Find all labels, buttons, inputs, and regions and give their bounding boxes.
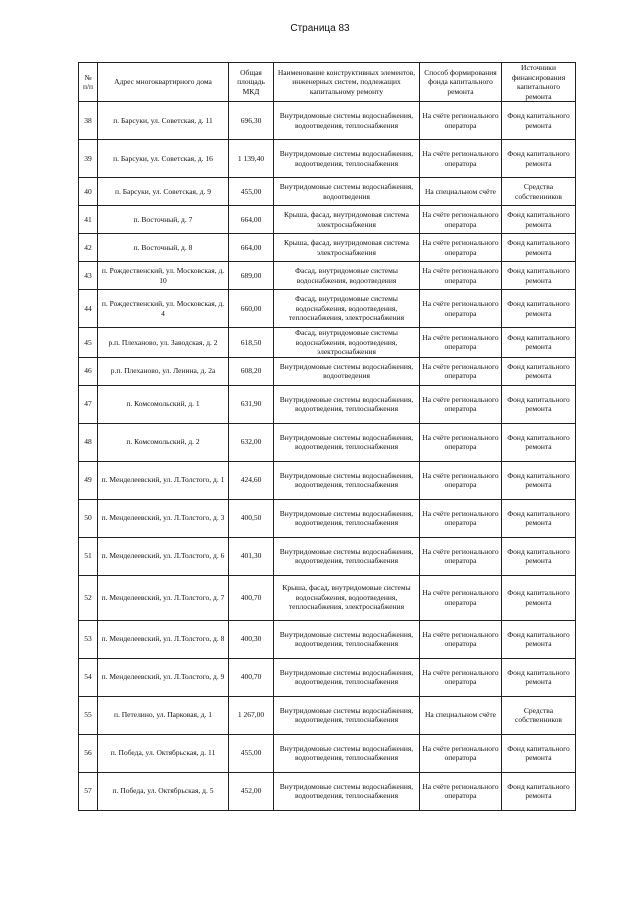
cell-method: На счёте регионального оператора bbox=[420, 734, 502, 772]
cell-elements: Внутридомовые системы водоснабжения, водоотведения bbox=[274, 357, 420, 385]
cell-area: 660,00 bbox=[229, 290, 274, 328]
cell-elements: Внутридомовые системы водоснабжения, водоотведения, теплоснабжения bbox=[274, 423, 420, 461]
cell-area: 400,70 bbox=[229, 575, 274, 620]
cell-elements: Внутридомовые системы водоснабжения, водоотведения, теплоснабжения bbox=[274, 734, 420, 772]
header-num: № п/п bbox=[79, 63, 98, 102]
cell-num: 45 bbox=[79, 328, 98, 358]
cell-num: 46 bbox=[79, 357, 98, 385]
cell-source: Фонд капитального ремонта bbox=[502, 140, 576, 178]
cell-area: 632,00 bbox=[229, 423, 274, 461]
cell-source: Фонд капитального ремонта bbox=[502, 537, 576, 575]
repair-program-table bbox=[78, 62, 576, 811]
cell-method: На счёте регионального оператора bbox=[420, 102, 502, 140]
cell-address: п. Менделеевский, ул. Л.Толстого, д. 1 bbox=[98, 461, 229, 499]
cell-num: 47 bbox=[79, 385, 98, 423]
cell-area: 696,30 bbox=[229, 102, 274, 140]
cell-area: 631,90 bbox=[229, 385, 274, 423]
cell-area: 400,30 bbox=[229, 620, 274, 658]
cell-source: Фонд капитального ремонта bbox=[502, 423, 576, 461]
cell-num: 49 bbox=[79, 461, 98, 499]
table-row bbox=[79, 262, 576, 290]
cell-area: 1 267,00 bbox=[229, 696, 274, 734]
cell-num: 56 bbox=[79, 734, 98, 772]
cell-method: На счёте регионального оператора bbox=[420, 499, 502, 537]
cell-source: Фонд капитального ремонта bbox=[502, 357, 576, 385]
cell-method: На счёте регионального оператора bbox=[420, 461, 502, 499]
cell-address: п. Рождественский, ул. Московская, д. 4 bbox=[98, 290, 229, 328]
cell-elements: Внутридомовые системы водоснабжения, водоотведения, теплоснабжения bbox=[274, 385, 420, 423]
cell-method: На счёте регионального оператора bbox=[420, 262, 502, 290]
cell-elements: Внутридомовые системы водоснабжения, водоотведения, теплоснабжения bbox=[274, 658, 420, 696]
cell-method: На специальном счёте bbox=[420, 696, 502, 734]
cell-elements: Внутридомовые системы водоснабжения, водоотведения, теплоснабжения bbox=[274, 537, 420, 575]
table-row bbox=[79, 772, 576, 810]
cell-source: Фонд капитального ремонта bbox=[502, 328, 576, 358]
cell-method: На счёте регионального оператора bbox=[420, 620, 502, 658]
cell-num: 50 bbox=[79, 499, 98, 537]
cell-num: 51 bbox=[79, 537, 98, 575]
cell-area: 400,70 bbox=[229, 658, 274, 696]
cell-num: 57 bbox=[79, 772, 98, 810]
cell-elements: Внутридомовые системы водоснабжения, водоотведения, теплоснабжения bbox=[274, 696, 420, 734]
cell-address: п. Барсуки, ул. Советская, д. 16 bbox=[98, 140, 229, 178]
cell-source: Фонд капитального ремонта bbox=[502, 234, 576, 262]
cell-elements: Фасад, внутридомовые системы водоснабжения, водоотведения bbox=[274, 262, 420, 290]
cell-source: Фонд капитального ремонта bbox=[502, 290, 576, 328]
cell-address: п. Комсомольский, д. 2 bbox=[98, 423, 229, 461]
cell-source: Фонд капитального ремонта bbox=[502, 620, 576, 658]
table-row bbox=[79, 290, 576, 328]
table-row bbox=[79, 328, 576, 358]
cell-num: 44 bbox=[79, 290, 98, 328]
cell-source: Фонд капитального ремонта bbox=[502, 385, 576, 423]
cell-method: На счёте регионального оператора bbox=[420, 575, 502, 620]
cell-elements: Крыша, фасад, внутридомовые системы водоснабжения, водоотведения, теплоснабжения, электроснабжения bbox=[274, 575, 420, 620]
cell-area: 424,60 bbox=[229, 461, 274, 499]
cell-address: п. Восточный, д. 7 bbox=[98, 206, 229, 234]
cell-source: Фонд капитального ремонта bbox=[502, 102, 576, 140]
table-row bbox=[79, 178, 576, 206]
cell-source: Фонд капитального ремонта bbox=[502, 499, 576, 537]
cell-address: п. Рождественский, ул. Московская, д. 10 bbox=[98, 262, 229, 290]
cell-elements: Внутридомовые системы водоснабжения, водоотведения, теплоснабжения bbox=[274, 499, 420, 537]
cell-num: 38 bbox=[79, 102, 98, 140]
cell-elements: Крыша, фасад, внутридомовая система электроснабжения bbox=[274, 234, 420, 262]
cell-address: п. Менделеевский, ул. Л.Толстого, д. 3 bbox=[98, 499, 229, 537]
cell-address: п. Менделеевский, ул. Л.Толстого, д. 9 bbox=[98, 658, 229, 696]
cell-area: 618,50 bbox=[229, 328, 274, 358]
table-row bbox=[79, 658, 576, 696]
cell-address: п. Победа, ул. Октябрьская, д. 11 bbox=[98, 734, 229, 772]
table-row bbox=[79, 461, 576, 499]
cell-method: На счёте регионального оператора bbox=[420, 385, 502, 423]
cell-num: 42 bbox=[79, 234, 98, 262]
cell-method: На специальном счёте bbox=[420, 178, 502, 206]
cell-method: На счёте регионального оператора bbox=[420, 290, 502, 328]
cell-num: 41 bbox=[79, 206, 98, 234]
cell-area: 401,30 bbox=[229, 537, 274, 575]
table-row bbox=[79, 102, 576, 140]
cell-address: п. Менделеевский, ул. Л.Толстого, д. 8 bbox=[98, 620, 229, 658]
table-header-row bbox=[79, 63, 576, 102]
cell-elements: Внутридомовые системы водоснабжения, водоотведения, теплоснабжения bbox=[274, 772, 420, 810]
cell-elements: Фасад, внутридомовые системы водоснабжения, водоотведения, теплоснабжения, электроснабжения bbox=[274, 290, 420, 328]
cell-num: 53 bbox=[79, 620, 98, 658]
table-row bbox=[79, 696, 576, 734]
table-row bbox=[79, 734, 576, 772]
cell-source: Средства собственников bbox=[502, 178, 576, 206]
cell-area: 664,00 bbox=[229, 206, 274, 234]
cell-num: 48 bbox=[79, 423, 98, 461]
cell-num: 52 bbox=[79, 575, 98, 620]
cell-method: На счёте регионального оператора bbox=[420, 206, 502, 234]
cell-num: 55 bbox=[79, 696, 98, 734]
table-row bbox=[79, 357, 576, 385]
cell-elements: Внутридомовые системы водоснабжения, водоотведения, теплоснабжения bbox=[274, 620, 420, 658]
cell-area: 1 139,40 bbox=[229, 140, 274, 178]
table-row bbox=[79, 499, 576, 537]
cell-area: 400,50 bbox=[229, 499, 274, 537]
header-source: Источники финансирования капитального ремонта bbox=[502, 63, 576, 102]
cell-source: Фонд капитального ремонта bbox=[502, 206, 576, 234]
table-row bbox=[79, 206, 576, 234]
cell-num: 54 bbox=[79, 658, 98, 696]
header-method: Способ формирования фонда капитального ремонта bbox=[420, 63, 502, 102]
cell-source: Фонд капитального ремонта bbox=[502, 575, 576, 620]
table-row bbox=[79, 575, 576, 620]
cell-address: р.п. Плеханово, ул. Ленина, д. 2а bbox=[98, 357, 229, 385]
table-row bbox=[79, 423, 576, 461]
cell-address: р.п. Плеханово, ул. Заводская, д. 2 bbox=[98, 328, 229, 358]
cell-area: 664,00 bbox=[229, 234, 274, 262]
table-row bbox=[79, 385, 576, 423]
cell-source: Фонд капитального ремонта bbox=[502, 772, 576, 810]
table-row bbox=[79, 234, 576, 262]
cell-source: Средства собственников bbox=[502, 696, 576, 734]
cell-method: На счёте регионального оператора bbox=[420, 423, 502, 461]
cell-method: На счёте регионального оператора bbox=[420, 328, 502, 358]
cell-method: На счёте регионального оператора bbox=[420, 537, 502, 575]
table-row bbox=[79, 140, 576, 178]
cell-source: Фонд капитального ремонта bbox=[502, 262, 576, 290]
table-row bbox=[79, 620, 576, 658]
cell-elements: Фасад, внутридомовые системы водоснабжения, водоотведения, электроснабжения bbox=[274, 328, 420, 358]
cell-address: п. Победа, ул. Октябрьская, д. 5 bbox=[98, 772, 229, 810]
cell-num: 40 bbox=[79, 178, 98, 206]
cell-address: п. Петелино, ул. Парковая, д. 1 bbox=[98, 696, 229, 734]
cell-address: п. Барсуки, ул. Советская, д. 11 bbox=[98, 102, 229, 140]
cell-source: Фонд капитального ремонта bbox=[502, 734, 576, 772]
cell-area: 455,00 bbox=[229, 734, 274, 772]
header-elements: Наименование конструктивных элементов, инженерных систем, подлежащих капитальному ремонту bbox=[274, 63, 420, 102]
cell-elements: Внутридомовые системы водоснабжения, водоотведения bbox=[274, 178, 420, 206]
cell-address: п. Комсомольский, д. 1 bbox=[98, 385, 229, 423]
cell-method: На счёте регионального оператора bbox=[420, 140, 502, 178]
cell-source: Фонд капитального ремонта bbox=[502, 658, 576, 696]
cell-area: 689,00 bbox=[229, 262, 274, 290]
cell-address: п. Менделеевский, ул. Л.Толстого, д. 6 bbox=[98, 537, 229, 575]
cell-area: 455,00 bbox=[229, 178, 274, 206]
cell-address: п. Менделеевский, ул. Л.Толстого, д. 7 bbox=[98, 575, 229, 620]
cell-method: На счёте регионального оператора bbox=[420, 658, 502, 696]
cell-elements: Внутридомовые системы водоснабжения, водоотведения, теплоснабжения bbox=[274, 102, 420, 140]
cell-num: 39 bbox=[79, 140, 98, 178]
cell-elements: Внутридомовые системы водоснабжения, водоотведения, теплоснабжения bbox=[274, 140, 420, 178]
cell-area: 452,00 bbox=[229, 772, 274, 810]
cell-source: Фонд капитального ремонта bbox=[502, 461, 576, 499]
cell-method: На счёте регионального оператора bbox=[420, 234, 502, 262]
cell-area: 608,20 bbox=[229, 357, 274, 385]
cell-address: п. Восточный, д. 8 bbox=[98, 234, 229, 262]
cell-method: На счёте регионального оператора bbox=[420, 772, 502, 810]
cell-num: 43 bbox=[79, 262, 98, 290]
header-address: Адрес многоквартирного дома bbox=[98, 63, 229, 102]
cell-address: п. Барсуки, ул. Советская, д. 9 bbox=[98, 178, 229, 206]
cell-elements: Крыша, фасад, внутридомовая система электроснабжения bbox=[274, 206, 420, 234]
table-row bbox=[79, 537, 576, 575]
page-title: Страница 83 bbox=[290, 23, 350, 34]
cell-elements: Внутридомовые системы водоснабжения, водоотведения, теплоснабжения bbox=[274, 461, 420, 499]
header-area: Общая площадь МКД bbox=[229, 63, 274, 102]
cell-method: На счёте регионального оператора bbox=[420, 357, 502, 385]
